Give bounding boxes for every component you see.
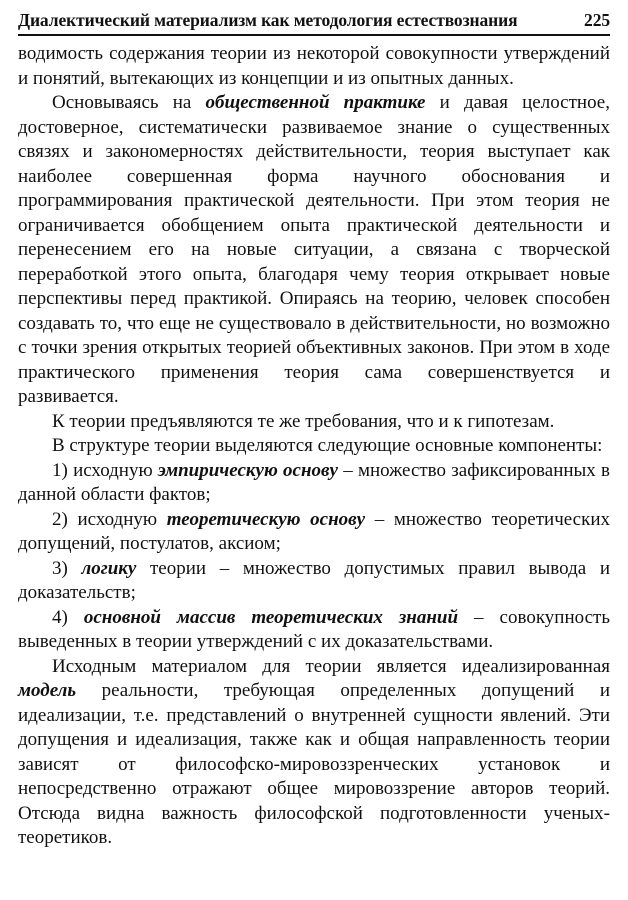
text-run: 2) исходную (52, 508, 167, 530)
text-run: теории – множество допустимых правил вывода и доказательств; (18, 557, 611, 603)
text-run: Исходным материалом для теории является идеализированная (52, 655, 610, 677)
text-run: и давая целостное, достоверное, систематически развиваемое знание о существенных связях и закономерностях действительности, теория выступает как наиболее совершенная форма научного обоснования и программирования практической деятельности. При этом теория не ограничивается обобщением опыта практической деятельности и перенесением его на новые ситуации, а связана с творческой переработкой этого опыта, благодаря чему теория открывает новые перспективы перед практикой. Опираясь на теорию, человек способен создавать то, что еще не существовало в действительности, но возможно с точки зрения открытых теорией объективных законов. При этом в ходе практического применения теория сама совершенствуется и развивается. (18, 92, 610, 407)
emphasized-term: основной массив теоретических знаний (83, 606, 459, 628)
emphasized-term: логику (81, 557, 137, 579)
text-run: водимость содержания теории из некоторой совокупности утверждений и понятий, вытекающих из концепции и из опытных данных. (18, 43, 610, 89)
text-run: 4) (52, 606, 84, 628)
paragraph (18, 508, 610, 557)
emphasized-term: общественной практике (205, 92, 426, 113)
paragraph (18, 434, 610, 459)
text-run: Основываясь на (52, 92, 206, 113)
text-run: – множество теоретических допущений, постулатов, аксиом; (18, 508, 610, 554)
paragraph (18, 91, 610, 410)
emphasized-term: эмпирическую основу (157, 459, 338, 481)
text-run: – совокупность выведенных в теории утверждений с их доказательствами. (18, 606, 610, 652)
book-page (18, 0, 610, 851)
text-run: К теории предъявляются те же требования, что и к гипотезам. (52, 410, 555, 432)
paragraph (18, 42, 610, 91)
page-number: 225 (584, 10, 610, 30)
text-run: 1) исходную (52, 459, 158, 481)
emphasized-term: теоретическую основу (166, 508, 366, 530)
paragraph (18, 410, 610, 435)
text-run: В структуре теории выделяются следующие основные компоненты: (52, 435, 603, 456)
running-header-title: Диалектический материализм как методология естествознания (18, 10, 518, 30)
running-header (18, 10, 610, 36)
emphasized-term: модель (18, 680, 77, 701)
paragraph (18, 655, 610, 851)
text-run: реальности, требующая определенных допущений и идеализации, т.е. представлений о внутренней сущности явлений. Эти допущения и идеализация, также как и общая направленность теории зависят от философско-мировоззренческих установок и непосредственно отражают общее мировоззрение авторов теорий. Отсюда видна важность философской подготовленности ученых-теоретиков. (18, 680, 610, 848)
body-text (18, 42, 610, 851)
text-run: – множество зафиксированных в данной области фактов; (18, 459, 610, 505)
paragraph (18, 606, 610, 655)
paragraph (18, 459, 610, 508)
text-run: 3) (52, 557, 82, 579)
paragraph (18, 557, 610, 606)
